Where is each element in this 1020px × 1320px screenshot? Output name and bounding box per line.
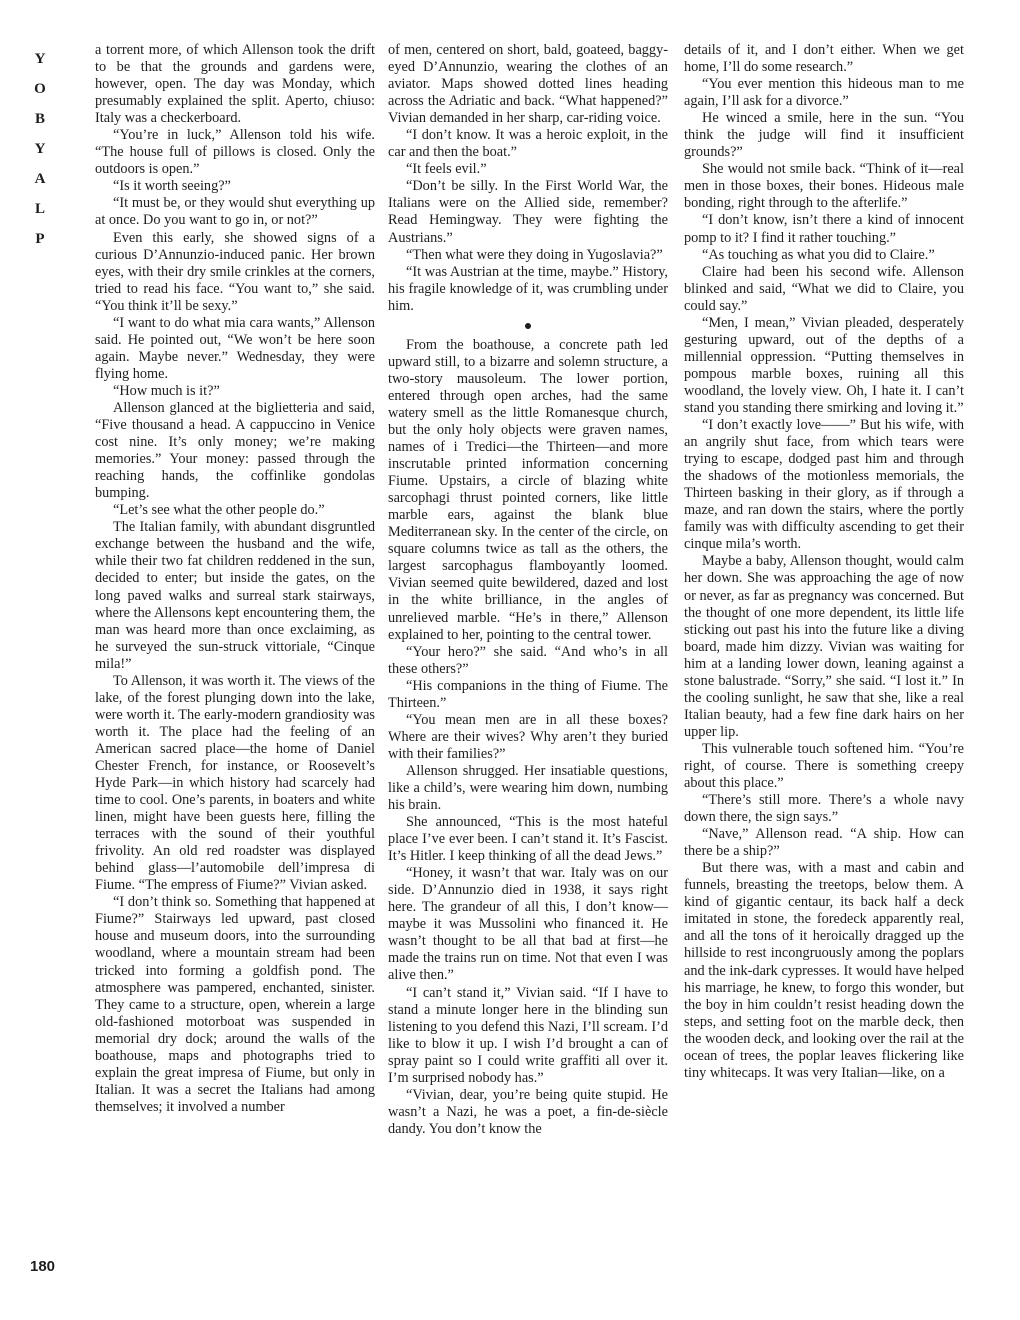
paragraph: “You’re in luck,” Allenson told his wife. “The house full of pillows is closed. Only the outdoors is open.” — [95, 127, 375, 178]
paragraph: He winced a smile, here in the sun. “You think the judge will find it insufficient grounds?” — [684, 110, 964, 161]
text-column-2 — [388, 42, 668, 1138]
paragraph: “You ever mention this hideous man to me again, I’ll ask for a divorce.” — [684, 76, 964, 110]
paragraph: “Vivian, dear, you’re being quite stupid. He wasn’t a Nazi, he was a poet, a fin-de-siècle dandy. You don’t know the — [388, 1086, 668, 1137]
paragraph: “Men, I mean,” Vivian pleaded, desperately gesturing upward, out of the depths of a millennial oppression. “Putting themselves in pompous marble boxes, ruining all this woodland, the lovely view. Oh, I hate it. I can’t stand you standing there smirking and loving it.” — [684, 314, 964, 416]
paragraph: “Nave,” Allenson read. “A ship. How can there be a ship?” — [684, 826, 964, 860]
paragraph: “I want to do what mia cara wants,” Allenson said. He pointed out, “We won’t be here soon again. Maybe never.” Wednesday, they were flying home. — [95, 314, 375, 382]
paragraph: of men, centered on short, bald, goateed, baggy-eyed D’Annunzio, wearing the clothes of an aviator. Maps showed dotted lines heading across the Adriatic and back. “What happened?” Vivian demanded in her sharp, car-riding voice. — [388, 42, 668, 127]
running-head-letter: B — [34, 111, 45, 127]
paragraph: “It must be, or they would shut everything up at once. Do you want to go in, or not?” — [95, 195, 375, 229]
paragraph: But there was, with a mast and cabin and funnels, breasting the treetops, below them. A kind of gigantic centaur, its back half a deck imitated in stone, the foredeck apparently real, and all the tons of it heroically dragged up the hillside to rest incongruously among the poplars and the ink-dark cypresses. It would have helped his marriage, he knew, to forgo this wonder, but the boy in him couldn’t resist heading down the steps, and setting foot on the marble deck, then the wooden deck, and looking over the rail at the ocean of trees, the poplar leaves flickering like tiny whitecaps. It was very Italian—like, on a — [684, 860, 964, 1081]
paragraph: “It feels evil.” — [406, 161, 487, 178]
paragraph: Even this early, she showed signs of a curious D’Annunzio-induced panic. Her brown eyes, with their dry smile crinkles at the corners, tried to read his face. “You want to,” she said. “You think it’ll be sexy.” — [95, 229, 375, 314]
paragraph: “I don’t think so. Something that happened at Fiume?” Stairways led upward, past closed house and museum doors, into the surrounding woodland, where a mountain stream had been tricked into forming a goldfish pond. The atmosphere was pampered, enchanted, sinister. They came to a structure, open, wherein a large old-fashioned motorboat was suspended in memorial dry dock; around the walls of the boathouse, maps and photographs tried to explain the great impresa of Fiume, but only in Italian. It was a secret the Italians had among themselves; it involved a number — [95, 894, 375, 1115]
running-head-letter: A — [34, 171, 46, 187]
paragraph: “I don’t know. It was a heroic exploit, in the car and then the boat.” — [388, 127, 668, 161]
paragraph: “Let’s see what the other people do.” — [113, 502, 325, 519]
paragraph: “It was Austrian at the time, maybe.” History, his fragile knowledge of it, was crumbling under him. — [388, 263, 668, 314]
paragraph: She announced, “This is the most hateful place I’ve ever been. I can’t stand it. It’s Fascist. It’s Hitler. I keep thinking of all the dead Jews.” — [388, 814, 668, 865]
paragraph: “There’s still more. There’s a whole navy down there, the sign says.” — [684, 792, 964, 826]
paragraph: “I don’t know, isn’t there a kind of innocent pomp to it? I find it rather touching.” — [684, 212, 964, 246]
running-head-letter: L — [34, 201, 45, 217]
page-number: 180 — [30, 1258, 56, 1275]
paragraph: Allenson glanced at the biglietteria and said, “Five thousand a head. A cappuccino in Venice cost nine. It’s only money; we’re making memories.” Your money: passed through the reaching hands, the coffinlike gondolas bumping. — [95, 399, 375, 502]
paragraph: To Allenson, it was worth it. The views of the lake, of the forest plunging down into the lake, were worth it. The early-modern grandiosity was worth it. The place had the feeling of an American sacred place—the home of Daniel Chester French, for instance, or Roosevelt’s Hyde Park—in which history had scarcely had time to cool. One’s parents, in boaters and white linen, might have been guests here, filling the terraces with the sound of their youthful frivolity. An old red roadster was displayed behind glass—l’automobile dell’impresa di Fiume. “The empress of Fiume?” Vivian asked. — [95, 672, 375, 894]
paragraph: details of it, and I don’t either. When we get home, I’ll do some research.” — [684, 42, 964, 76]
text-column-1 — [95, 42, 375, 1116]
paragraph: “As touching as what you did to Claire.” — [702, 246, 935, 263]
paragraph: This vulnerable touch softened him. “You’re right, of course. There is something creepy about this place.” — [684, 740, 964, 792]
paragraph: The Italian family, with abundant disgruntled exchange between the husband and the wife, while their two fat children reddened in the sun, decided to enter; but inside the gates, on the long paved walks and surreal stark stairways, where the Allensons kept encountering them, the man was heard more than once exclaiming, as he surveyed the sun-struck vittoriale, “Cinque mila!” — [95, 519, 375, 672]
paragraph: Claire had been his second wife. Allenson blinked and said, “What we did to Claire, you could say.” — [684, 263, 964, 314]
paragraph: She would not smile back. “Think of it—real men in those boxes, their bones. Hideous male bonding, right through to the afterlife.” — [684, 161, 964, 212]
running-head-letter: O — [34, 81, 46, 97]
section-break-bullet — [388, 315, 668, 337]
running-head — [30, 44, 50, 254]
running-head-letter: P — [35, 231, 45, 247]
paragraph: “I can’t stand it,” Vivian said. “If I have to stand a minute longer here in the blinding sun listening to you defend this Nazi, I’ll scream. I’d like to blow it up. I wish I’d brought a can of spray paint so I could write graffiti all over it. I’m surprised nobody has.” — [388, 984, 668, 1086]
paragraph: “Don’t be silly. In the First World War, the Italians were on the Allied side, remember? Read Hemingway. They were fighting the Austrians.” — [388, 178, 668, 246]
paragraph: “Is it worth seeing?” — [113, 178, 231, 195]
paragraph: “Your hero?” she said. “And who’s in all these others?” — [388, 643, 668, 677]
paragraph: Maybe a baby, Allenson thought, would calm her down. She was approaching the age of now or never, as far as pregnancy was concerned. But the thought of one more dependent, its little life sticking out past his into the future like a diving board, made him dizzy. Vivian was waiting for him at a landing lower down, leaning against a stone balustrade. “Sorry,” she said. “I lost it.” In the cooling sunlight, he saw that she, like a real Italian beauty, had a few fine dark hairs on her upper lip. — [684, 553, 964, 740]
paragraph: “I don’t exactly love——” But his wife, with an angrily shut face, from which tears were trying to escape, dodged past him and through the shadows of the motionless memorials, the Thirteen basking in their glory, as if through a maze, and ran down the stairs, where the portly family was with difficulty ascending to get their cinque mila’s worth. — [684, 417, 964, 553]
running-head-letter: Y — [34, 141, 46, 157]
text-column-3 — [684, 42, 964, 1082]
paragraph: “Then what were they doing in Yugoslavia?” — [406, 246, 663, 263]
running-head-letter: Y — [34, 51, 46, 67]
paragraph: Allenson shrugged. Her insatiable questions, like a child’s, were wearing him down, numbing his brain. — [388, 762, 668, 814]
paragraph: a torrent more, of which Allenson took the drift to be that the grounds and gardens were, however, open. The day was Monday, which presumably explained the split. Aperto, chiuso: Italy was a checkerboard. — [95, 42, 375, 127]
paragraph: From the boathouse, a concrete path led upward still, to a bizarre and solemn structure, a two-story mausoleum. The lower portion, entered through open arches, had the same watery smell as the little Romanesque church, but the only holy objects were graven names, names of i Tredici—the Thirteen—and more inscrutable printed information concerning Fiume. Upstairs, a circle of blazing white sarcophagi thrust pointed corners, like little marble ears, against the blank blue Mediterranean sky. In the center of the circle, on square columns twice as tall as the others, the largest sarcophagus flamboyantly loomed. Vivian seemed quite bewildered, dazed and lost in the white brilliance, in the angles of unrelieved marble. “He’s in there,” Allenson explained to her, pointing to the central tower. — [388, 336, 668, 643]
paragraph: “You mean men are in all these boxes? Where are their wives? Why aren’t they buried with their families?” — [388, 711, 668, 762]
paragraph: “Honey, it wasn’t that war. Italy was on our side. D’Annunzio died in 1938, it says right here. The grandeur of all this, I don’t know—maybe it was Mussolini who financed it. He wasn’t thought to be all that bad at first—he made the trains run on time. Not that even I was alive then.” — [388, 865, 668, 984]
paragraph: “His companions in the thing of Fiume. The Thirteen.” — [388, 677, 668, 711]
paragraph: “How much is it?” — [113, 382, 220, 399]
